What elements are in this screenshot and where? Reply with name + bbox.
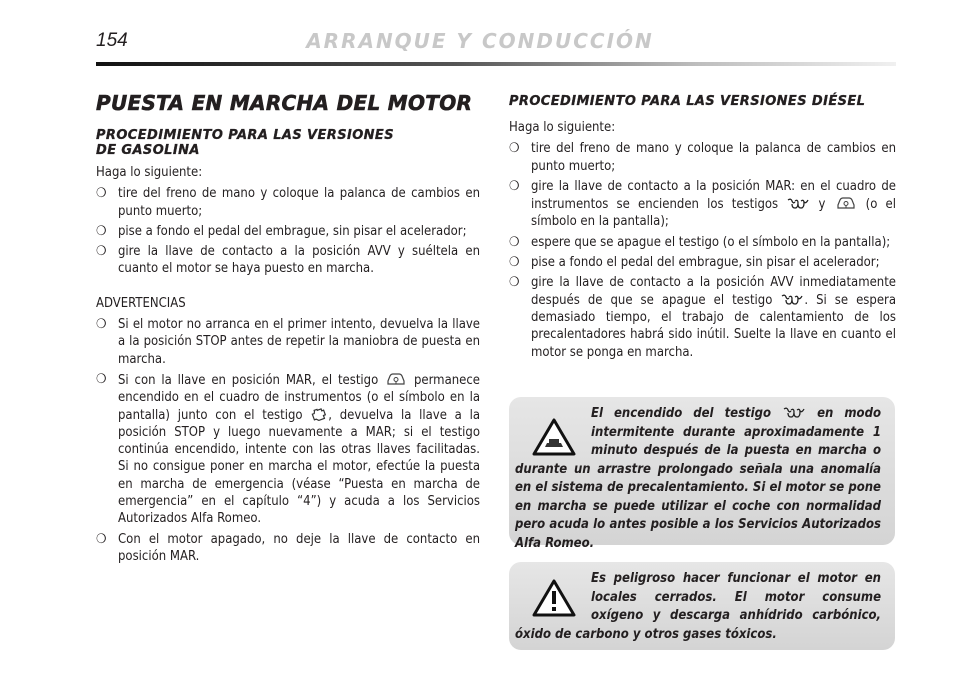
- gasoline-steps: [96, 185, 480, 277]
- step-text-c: (o el símbolo en la pantalla);: [531, 197, 896, 230]
- warning-text-b: en modo intermitente durante aproximadamente 1 minuto después de la puesta en marcha o durante un arrastre prolongado señala una anomalía en el sistema de precalentamiento. Si el motor se pone en marcha se puede utilizar el coche con normalidad pero acuda lo antes posible a los Servicios Autorizados Alfa Romeo.: [515, 406, 881, 551]
- list-item: [509, 234, 896, 251]
- gasoline-subtitle-line1: PROCEDIMIENTO PARA LAS VERSIONES: [96, 128, 394, 143]
- diesel-subtitle: PROCEDIMIENTO PARA LAS VERSIONES DIÉSEL: [509, 94, 866, 109]
- step-text: espere que se apague el testigo (o el símbolo en la pantalla);: [531, 234, 891, 250]
- step-text: tire del freno de mano y coloque la palanca de cambios en punto muerto;: [118, 186, 480, 219]
- bullet: ❍: [509, 255, 520, 271]
- warning-text-a: El encendido del testigo: [591, 406, 772, 421]
- step-text-a: gire la llave de contacto a la posición AVV inmediatamente después de que se apague el testigo: [531, 275, 896, 308]
- glow-plug-icon: [787, 198, 809, 210]
- attention-triangle-icon: [531, 578, 577, 618]
- main-title: PUESTA EN MARCHA DEL MOTOR: [96, 91, 473, 115]
- bullet: ❍: [509, 275, 520, 291]
- warning-text: Es peligroso hacer funcionar el motor en locales cerrados. El motor consume oxígeno y descarga anhídrido carbónico, óxido de carbono y otros gases tóxicos.: [515, 571, 881, 642]
- step-text: pise a fondo el pedal del embrague, sin pisar el acelerador;: [118, 223, 467, 239]
- bullet: ❍: [96, 317, 107, 333]
- list-item: [96, 223, 480, 240]
- list-item: [509, 274, 896, 360]
- page-number: 154: [96, 30, 128, 51]
- bullet: ❍: [509, 178, 520, 194]
- warning-text-a: Si con la llave en posición MAR, el testigo: [118, 372, 379, 388]
- bullet: ❍: [509, 234, 520, 250]
- list-item: [509, 178, 896, 231]
- bullet: ❍: [96, 223, 107, 239]
- car-key-immobilizer-icon: [385, 371, 407, 386]
- diesel-intro: Haga lo siguiente:: [509, 120, 616, 135]
- warnings-heading: ADVERTENCIAS: [96, 295, 186, 311]
- step-text-a: gire la llave de contacto a la posición MAR: en el cuadro de instrumentos se encienden los testigos: [531, 178, 896, 213]
- glow-plug-icon: [783, 407, 805, 419]
- gasoline-subtitle-line2: DE GASOLINA: [96, 143, 200, 158]
- warning-text: Con el motor apagado, no deje la llave de contacto en posición MAR.: [118, 531, 480, 564]
- list-item: [96, 316, 480, 368]
- right-column: [509, 94, 896, 364]
- list-item: [96, 185, 480, 220]
- car-key-immobilizer-icon: [835, 195, 857, 210]
- list-item: [96, 243, 480, 278]
- left-column: [96, 92, 480, 568]
- diesel-steps: [509, 140, 896, 361]
- list-item: [96, 371, 480, 528]
- bullet: ❍: [509, 141, 520, 157]
- list-item: [509, 140, 896, 175]
- step-text: gire la llave de contacto a la posición AVV y suéltela en cuanto el motor se haya puesto en marcha.: [118, 244, 480, 277]
- bullet: ❍: [96, 371, 107, 387]
- step-text-b: y: [818, 197, 826, 213]
- warning-box-glow-plug: [509, 397, 895, 551]
- glow-plug-icon: [781, 294, 803, 306]
- warning-text-c: , devuelva la llave a la posición STOP y luego nuevamente a MAR; si el testigo continúa encendido, intente con las otras llaves facilitadas. Si no consigue poner en marcha el motor, efectúe la puesta en marcha de emergencia (véase “Puesta en marcha de emergencia” en el capítulo “4”) y acuda a los Servicios Autorizados Alfa Romeo.: [118, 407, 481, 527]
- gasoline-subtitle: [96, 128, 480, 158]
- engine-fault-icon: [311, 407, 327, 421]
- header-rule: [96, 62, 896, 66]
- bullet: ❍: [96, 186, 107, 202]
- step-text-b: . Si se espera demasiado tiempo, el trabajo de calentamiento de los precalentadores habrá sido inútil. Suelte la llave en cuanto el motor se ponga en marcha.: [531, 292, 896, 360]
- running-head: ARRANQUE Y CONDUCCIÓN: [306, 29, 654, 53]
- gasoline-intro: Haga lo siguiente:: [96, 165, 203, 180]
- list-item: [509, 254, 896, 271]
- step-text: tire del freno de mano y coloque la palanca de cambios en punto muerto;: [531, 141, 896, 174]
- warning-text: Si el motor no arranca en el primer intento, devuelva la llave a la posición STOP antes de repetir la maniobra de puesta en marcha.: [118, 317, 480, 367]
- warning-box-exhaust: [509, 562, 895, 650]
- list-item: [96, 531, 480, 566]
- bullet: ❍: [96, 244, 107, 260]
- warnings-list: [96, 316, 480, 565]
- warning-text-b: permanece encendido en el cuadro de instrumentos (o el símbolo en la pantalla) junto con el testigo: [118, 372, 480, 423]
- attention-triangle-icon: [531, 417, 577, 457]
- bullet: ❍: [96, 531, 107, 547]
- step-text: pise a fondo el pedal del embrague, sin pisar el acelerador;: [531, 255, 880, 271]
